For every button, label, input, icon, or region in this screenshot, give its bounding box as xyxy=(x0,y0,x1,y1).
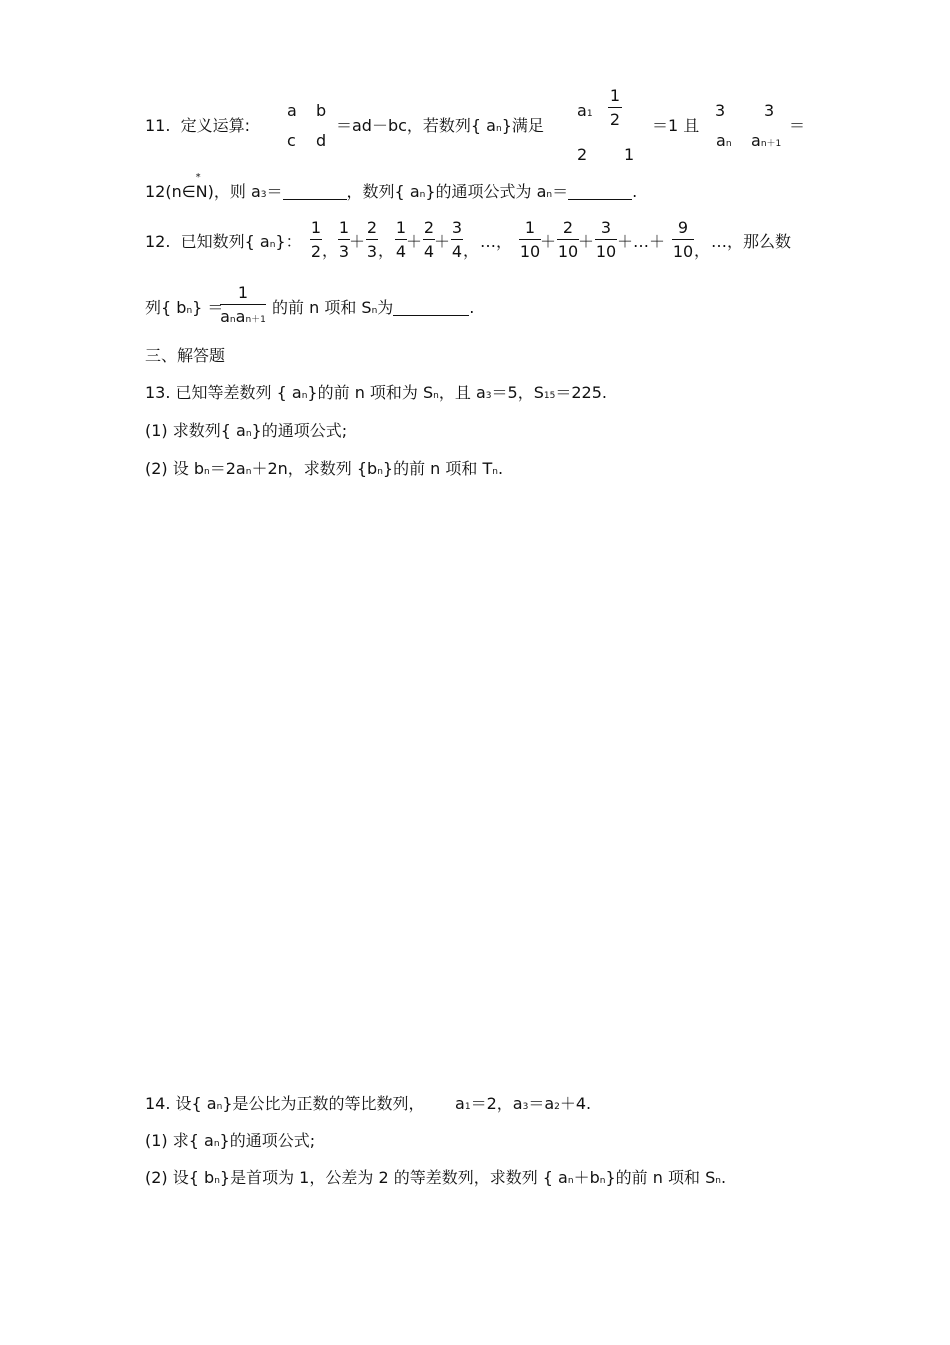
q13-part1 xyxy=(145,423,347,439)
frac-num: 1 xyxy=(524,218,536,237)
text: . xyxy=(497,459,504,478)
text: . xyxy=(632,182,638,201)
answer-blank[interactable] xyxy=(283,185,347,200)
comma: ， xyxy=(694,241,711,260)
text: }的前 n 项和为 S xyxy=(307,383,434,402)
frac-2-10 xyxy=(557,220,579,260)
frac-num: 3 xyxy=(600,218,612,237)
frac-den: 10 xyxy=(519,242,541,261)
sub: n xyxy=(216,1102,223,1112)
frac-3-4 xyxy=(451,220,463,260)
text: 为 xyxy=(377,298,394,317)
frac-num: 1 xyxy=(338,218,350,237)
m2-3a: 3 xyxy=(715,101,726,120)
sub: n xyxy=(419,190,426,200)
text: ＝a xyxy=(528,1094,555,1113)
m1-a1 xyxy=(577,103,593,119)
sub: n xyxy=(245,429,252,439)
frac-bn xyxy=(220,285,266,325)
q14-line1 xyxy=(145,1096,591,1112)
text: }的前 n 项和 S xyxy=(605,1168,716,1187)
q12-label xyxy=(145,234,302,250)
text: }是首项为 1，公差为 2 的等差数列，求数列 { a xyxy=(219,1168,568,1187)
matrix-d: d xyxy=(316,131,327,150)
text: (2) 设{ b xyxy=(145,1168,215,1187)
frac-1-2 xyxy=(310,220,322,260)
comma: ， xyxy=(322,241,339,260)
frac-den: 10 xyxy=(672,242,694,261)
m2-a: a xyxy=(751,131,761,150)
sub: 15 xyxy=(543,391,556,401)
text: . xyxy=(720,1168,727,1187)
star: * xyxy=(195,172,201,183)
ellipsis: …， xyxy=(480,232,513,251)
answer-blank[interactable] xyxy=(568,185,632,200)
frac-den: 10 xyxy=(595,242,617,261)
text: 13. 已知等差数列 { a xyxy=(145,383,302,402)
q11-rhs xyxy=(336,118,544,134)
frac-bar xyxy=(220,304,266,305)
sub: n xyxy=(245,467,252,477)
frac-den: 4 xyxy=(395,242,407,261)
frac-num: 3 xyxy=(451,218,463,237)
frac-bar xyxy=(595,239,617,240)
q11-text: 定义运算: xyxy=(180,116,251,135)
q12-tail: …，那么数 xyxy=(711,232,792,251)
sub: 3 xyxy=(522,1102,529,1112)
sub: n xyxy=(567,1176,574,1186)
q14-part1 xyxy=(145,1133,315,1149)
frac-bar xyxy=(451,239,463,240)
q13-line1 xyxy=(145,385,607,401)
m2-a: a xyxy=(716,131,726,150)
sub: n xyxy=(204,467,210,477)
text: }的前 n 项和 T xyxy=(382,459,493,478)
text: }： xyxy=(275,232,302,251)
text: ＝5，S xyxy=(491,383,544,402)
text: 列{ b xyxy=(145,298,187,317)
frac-bar xyxy=(519,239,541,240)
text: . xyxy=(469,298,475,317)
sub: n xyxy=(269,240,276,250)
frac-num: 1 xyxy=(609,86,621,105)
sub: n xyxy=(492,467,498,477)
sub: n xyxy=(496,124,502,134)
text: ＝225. xyxy=(555,383,607,402)
q11-rhs-text: ＝ad－bc，若数列{ a xyxy=(336,116,496,135)
frac-den: 10 xyxy=(557,242,579,261)
frac-3-10 xyxy=(595,220,617,260)
frac-9-10 xyxy=(672,220,694,260)
frac-den: 3 xyxy=(338,242,350,261)
q12-line2-tail xyxy=(272,300,474,316)
frac-num: 1 xyxy=(395,218,407,237)
frac-2-3 xyxy=(366,220,378,260)
text: ＋2n，求数列 {b xyxy=(251,459,378,478)
text: ＋b xyxy=(573,1168,600,1187)
sub: n xyxy=(725,139,732,149)
sub: n xyxy=(599,1176,606,1186)
frac-bar xyxy=(310,239,322,240)
sub: 1 xyxy=(464,1102,471,1112)
plus: ＋ xyxy=(349,232,366,251)
text: ，数列{ a xyxy=(346,182,420,201)
matrix-b: b xyxy=(316,101,327,120)
frac-den: 3 xyxy=(366,242,378,261)
comma: ， xyxy=(463,241,480,260)
frac-num: 2 xyxy=(366,218,378,237)
q13-part2 xyxy=(145,461,503,477)
text: a xyxy=(455,1094,465,1113)
frac-den: 4 xyxy=(423,242,435,261)
text: 14. 设{ a xyxy=(145,1094,217,1113)
sub: n xyxy=(301,391,308,401)
q11-eq-end: ＝ xyxy=(789,116,806,135)
frac-den: 2 xyxy=(609,110,621,129)
q12-number: 12. xyxy=(145,232,171,251)
section-title: 三、解答题 xyxy=(145,346,226,365)
sub: n xyxy=(213,1139,220,1149)
sub: 2 xyxy=(554,1102,560,1112)
q12-line2 xyxy=(145,300,223,316)
frac-bar xyxy=(672,239,694,240)
frac-den: 4 xyxy=(451,242,463,261)
text: ＝ xyxy=(552,182,569,201)
text: ＝2a xyxy=(209,459,246,478)
text: 的前 n 项和 S xyxy=(272,298,372,317)
text: (1) 求{ a xyxy=(145,1131,214,1150)
answer-blank[interactable] xyxy=(393,301,469,316)
text: a xyxy=(220,307,230,326)
text: }的通项公式; xyxy=(219,1131,316,1150)
text: )，则 a xyxy=(207,182,261,201)
text: (1) 求数列{ a xyxy=(145,421,246,440)
dots-plus: ＋…＋ xyxy=(617,232,666,251)
q11-label xyxy=(145,118,250,134)
frac-1-10 xyxy=(519,220,541,260)
text: }的通项公式; xyxy=(251,421,348,440)
frac-bar xyxy=(366,239,378,240)
q11-number: 11. xyxy=(145,116,171,135)
frac-den xyxy=(220,309,266,325)
sub: n＋1 xyxy=(760,139,782,149)
text: 12(n∈N xyxy=(145,182,208,201)
plus: ＋ xyxy=(406,232,423,251)
frac-bar xyxy=(608,107,622,108)
sub: n xyxy=(186,306,193,316)
m2-3b: 3 xyxy=(764,101,775,120)
frac-bar xyxy=(557,239,579,240)
text: ＝2，a xyxy=(470,1094,523,1113)
sub: 1 xyxy=(586,109,593,119)
sub: n xyxy=(377,467,383,477)
matrix-c: c xyxy=(287,131,296,150)
sub: n＋1 xyxy=(245,315,266,325)
text: } ＝ xyxy=(192,298,224,317)
sub: n xyxy=(214,1176,220,1186)
plus: ＋ xyxy=(578,232,595,251)
plus: ＋ xyxy=(434,232,451,251)
sub: n xyxy=(229,315,236,325)
frac-den: 2 xyxy=(310,242,322,261)
plus: ＋ xyxy=(540,232,557,251)
m1-a: a xyxy=(577,101,587,120)
sub: n xyxy=(371,306,378,316)
m2-an1 xyxy=(751,133,781,149)
m1-2: 2 xyxy=(577,145,588,164)
m1-half xyxy=(608,88,622,128)
sub: n xyxy=(715,1176,721,1186)
text: (2) 设 b xyxy=(145,459,204,478)
sub: n xyxy=(433,391,439,401)
q11-rhs-close: }满足 xyxy=(501,116,544,135)
m1-1: 1 xyxy=(624,145,635,164)
frac-num: 9 xyxy=(677,218,689,237)
comma: ， xyxy=(378,241,395,260)
q11-line2 xyxy=(145,172,638,201)
q14-part2 xyxy=(145,1170,726,1186)
sub: 3 xyxy=(485,391,492,401)
text: a xyxy=(235,307,246,326)
text: ＝ xyxy=(266,182,283,201)
text: ＋4. xyxy=(559,1094,592,1113)
text: }是公比为正数的等比数列， xyxy=(222,1094,425,1113)
frac-num: 2 xyxy=(423,218,435,237)
text: }的通项公式为 a xyxy=(425,182,547,201)
matrix-a: a xyxy=(287,101,297,120)
text: ，且 a xyxy=(438,383,486,402)
sub: 3 xyxy=(260,190,267,200)
q11-eq1: ＝1 且 xyxy=(652,116,700,135)
frac-num: 1 xyxy=(310,218,322,237)
text: 已知数列{ a xyxy=(180,232,270,251)
frac-num: 2 xyxy=(562,218,574,237)
m2-an xyxy=(716,133,732,149)
frac-num: 1 xyxy=(237,283,249,302)
sub: n xyxy=(546,190,553,200)
